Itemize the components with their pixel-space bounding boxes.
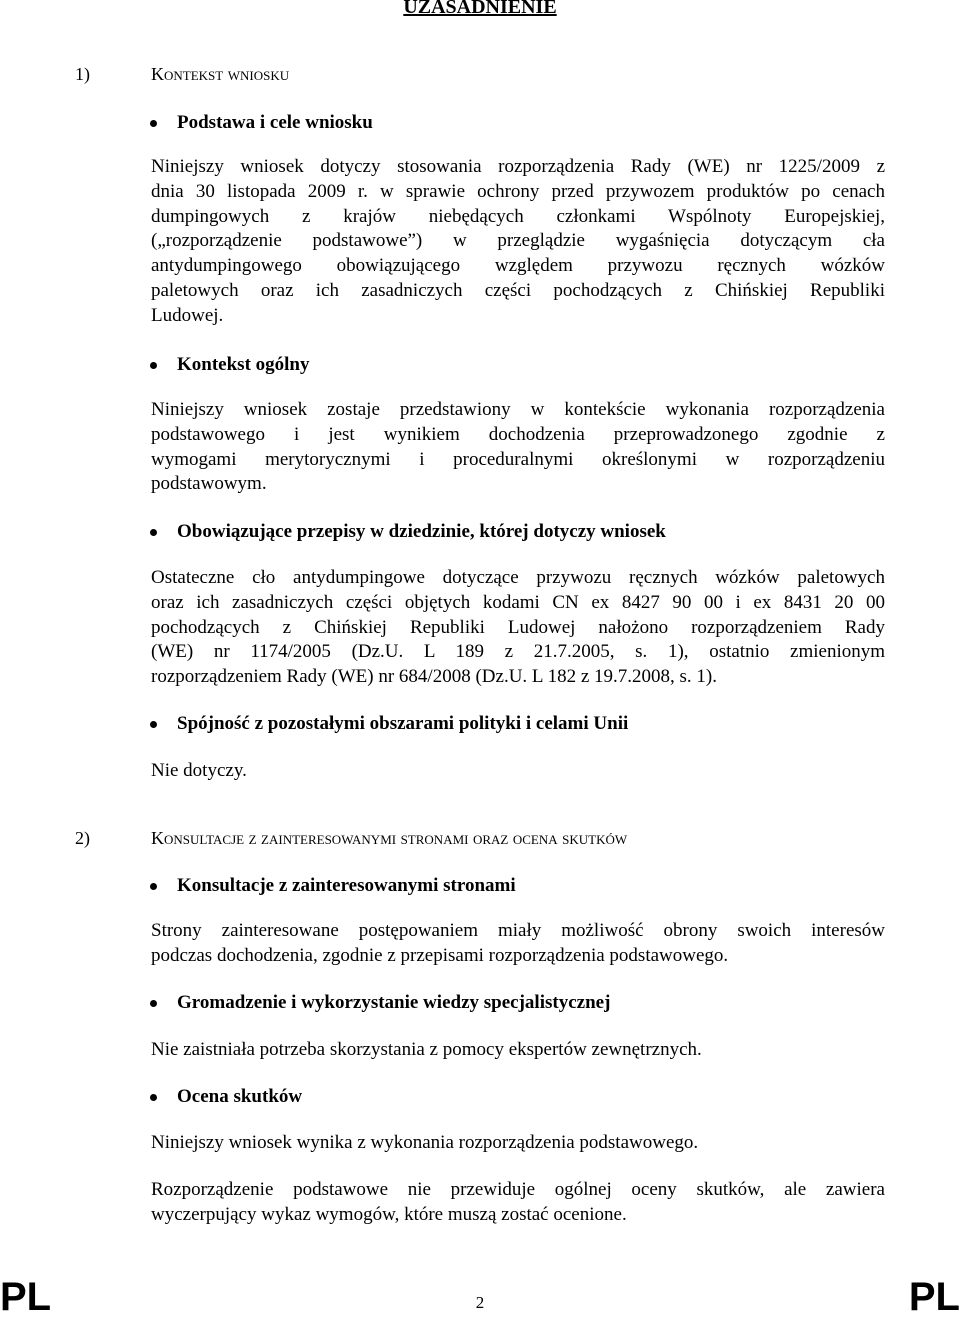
section-number: 2) <box>75 828 90 848</box>
section-title: Konsultacje z zainteresowanymi stronami oraz ocena skutków <box>151 828 628 848</box>
bullet-icon <box>150 721 157 728</box>
document-title: UZASADNIENIE <box>403 0 557 18</box>
paragraph: Niniejszy wniosek zostaje przedstawiony w kontekście wykonania rozporządzenia podstawowego i jest wynikiem dochodzenia przeprowadzonego zgodnie z wymogami merytorycznymi i proceduralnymi określonymi w rozporządzeniu podstawowym. <box>151 399 885 495</box>
subsection-heading: Podstawa i cele wniosku <box>150 112 373 134</box>
paragraph: Niniejszy wniosek dotyczy stosowania rozporządzenia Rady (WE) nr 1225/2009 z dnia 30 listopada 2009 r. w sprawie ochrony przed przywozem produktów po cenach dumpingowych z krajów niebędących członkami Wspólnoty Europejskiej, („rozporządzenie podstawowe”) w przeglądzie wygaśnięcia dotyczącym cła antydumpingowego obowiązującego względem przywozu ręcznych wózków paletowych oraz ich zasadniczych części pochodzących z Chińskiej Republiki Ludowej. <box>151 156 885 326</box>
section-2-heading <box>75 828 627 849</box>
footer-language-right: PL <box>908 1275 960 1319</box>
paragraph: Strony zainteresowane postępowaniem miały możliwość obrony swoich interesów podczas dochodzenia, zgodnie z przepisami rozporządzenia podstawowego. <box>151 920 885 966</box>
subsection-heading: Spójność z pozostałymi obszarami polityki i celami Unii <box>150 713 628 735</box>
bullet-icon <box>150 529 157 536</box>
subsection-heading: Konsultacje z zainteresowanymi stronami <box>150 875 516 897</box>
bullet-icon <box>150 120 157 127</box>
paragraph: Ostateczne cło antydumpingowe dotyczące przywozu ręcznych wózków paletowych oraz ich zasadniczych części objętych kodami CN ex 8427 90 00 i ex 8431 20 00 pochodzących z Chińskiej Republiki Ludowej nałożono rozporządzeniem Rady (WE) nr 1174/2005 (Dz.U. L 189 z 21.7.2005, s. 1), ostatnio zmienionym rozporządzeniem Rady (WE) nr 684/2008 (Dz.U. L 182 z 19.7.2008, s. 1). <box>151 567 885 688</box>
bullet-icon <box>150 362 157 369</box>
section-1-heading <box>75 64 289 85</box>
subsection-heading: Kontekst ogólny <box>150 354 310 376</box>
paragraph: Rozporządzenie podstawowe nie przewiduje ogólnej oceny skutków, ale zawiera wyczerpujący wykaz wymogów, które muszą zostać ocenione. <box>151 1179 885 1225</box>
bullet-icon <box>150 1094 157 1101</box>
page-number: 2 <box>475 1293 485 1312</box>
section-title: Kontekst wniosku <box>151 64 290 84</box>
bullet-icon <box>150 883 157 890</box>
paragraph: Niniejszy wniosek wynika z wykonania rozporządzenia podstawowego. <box>151 1132 699 1153</box>
subsection-heading: Obowiązujące przepisy w dziedzinie, której dotyczy wniosek <box>150 521 666 543</box>
subsection-heading: Gromadzenie i wykorzystanie wiedzy specjalistycznej <box>150 992 610 1014</box>
paragraph: Nie dotyczy. <box>151 760 247 781</box>
paragraph: Nie zaistniała potrzeba skorzystania z pomocy ekspertów zewnętrznych. <box>151 1039 702 1060</box>
section-number: 1) <box>75 64 90 84</box>
bullet-icon <box>150 1000 157 1007</box>
footer-language-left: PL <box>0 1275 52 1319</box>
subsection-heading: Ocena skutków <box>150 1086 302 1108</box>
